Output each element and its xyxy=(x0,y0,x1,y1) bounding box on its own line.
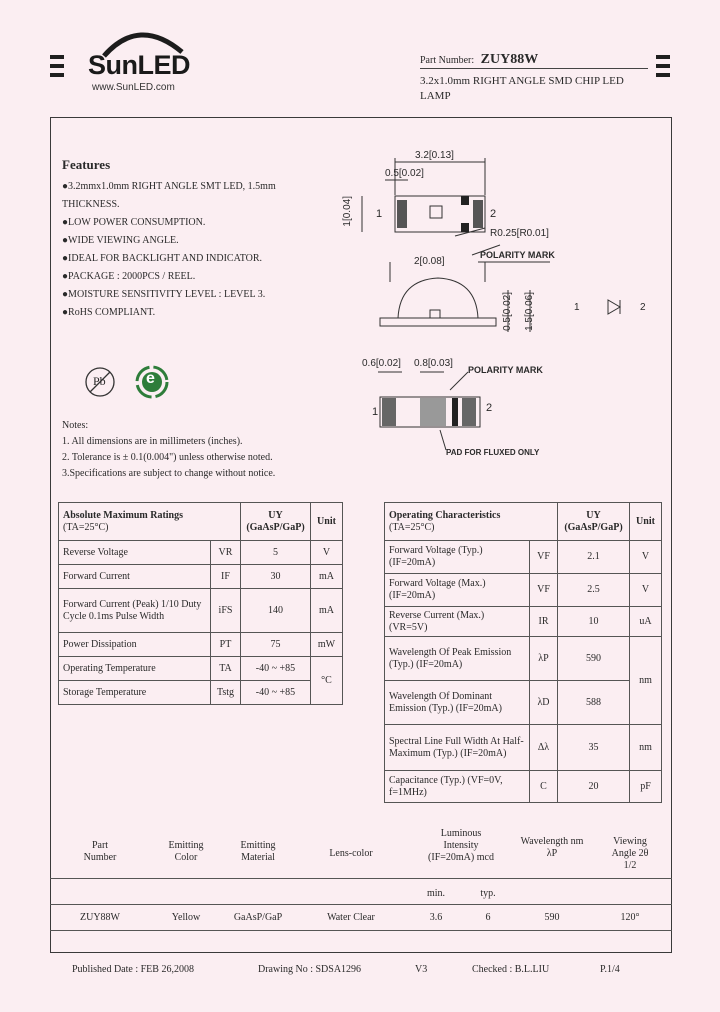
table-row: Power Dissipation PT 75 mW xyxy=(59,633,343,657)
table-row: Wavelength Of Dominant Emission (Typ.) (IF=20mA) λD 588 xyxy=(385,681,662,725)
package-drawing xyxy=(340,140,670,470)
part-number-label: Part Number: xyxy=(420,55,475,66)
col-typ: typ. xyxy=(480,888,496,899)
absolute-max-table xyxy=(58,502,343,705)
table-row: Forward Voltage (Max.) (IF=20mA) VF 2.5 V xyxy=(385,574,662,607)
pad-note: PAD FOR FLUXED ONLY xyxy=(446,448,540,457)
dim-side-1: 0.5[0.02] xyxy=(502,292,513,331)
e-compliance-badge: e xyxy=(134,364,170,400)
op-unit-header: Unit xyxy=(630,503,662,541)
abs-uy-header: UY (GaAsP/GaP) xyxy=(241,503,311,541)
notes-title: Notes: xyxy=(62,420,89,431)
table-row: Operating Temperature TA -40 ~ +85 °C xyxy=(59,657,343,681)
pb-free-badge: Pb xyxy=(84,366,116,398)
right-bars-icon xyxy=(656,55,670,82)
table-row: Forward Current (Peak) 1/10 Duty Cycle 0.1ms Pulse Width iFS 140 mA xyxy=(59,589,343,633)
dim-width: 3.2[0.13] xyxy=(415,150,454,161)
abs-table-header: Absolute Maximum Ratings (TA=25°C) xyxy=(59,503,241,541)
table-row: Forward Voltage (Typ.) (IF=20mA) VF 2.1 V xyxy=(385,541,662,574)
left-bars-icon xyxy=(50,55,64,82)
checked-by: Checked : B.L.LIU xyxy=(472,964,550,975)
dim-height: 1[0.04] xyxy=(342,196,353,227)
table-row: Wavelength Of Peak Emission (Typ.) (IF=20mA) λP 590 nm xyxy=(385,637,662,681)
drawing-number: Drawing No : SDSA1296 xyxy=(258,964,362,975)
page-number: P.1/4 xyxy=(600,964,620,975)
abs-unit-header: Unit xyxy=(311,503,343,541)
logo-text: SunLED xyxy=(88,50,190,80)
col-viewing-angle: Viewing Angle 2θ 1/2 xyxy=(611,836,649,871)
part-number: ZUY88W xyxy=(480,52,539,67)
operating-table xyxy=(384,502,662,803)
note-item: 2. Tolerance is ± 0.1(0.004") unless otherwise noted. xyxy=(62,452,273,463)
polarity-mark-label: POLARITY MARK xyxy=(480,250,555,260)
logo xyxy=(84,22,194,92)
table-row: Storage Temperature Tstg -40 ~ +85 xyxy=(59,681,343,705)
pin-1-label: 1 xyxy=(376,208,383,220)
pad-pin-2-label: 2 xyxy=(486,402,493,414)
table-row: Reverse Voltage VR 5 V xyxy=(59,541,343,565)
features-title: Features xyxy=(62,157,111,172)
website: www.SunLED.com xyxy=(92,82,175,93)
op-uy-header: UY (GaAsP/GaP) xyxy=(558,503,630,541)
col-emitting-material: Emitting Material xyxy=(240,840,276,863)
feature-item: ●PACKAGE : 2000PCS / REEL. xyxy=(62,271,196,282)
pad-pin-1-label: 1 xyxy=(372,406,379,418)
version: V3 xyxy=(415,964,428,975)
table-row: Capacitance (Typ.) (VF=0V, f=1MHz) C 20 pF xyxy=(385,771,662,803)
col-luminous: Luminous Intensity (IF=20mA) mcd xyxy=(428,828,494,863)
col-wavelength: Wavelength nm λP xyxy=(520,836,584,859)
feature-item: ●IDEAL FOR BACKLIGHT AND INDICATOR. xyxy=(62,253,263,264)
op-table-header: Operating Characteristics (TA=25°C) xyxy=(385,503,558,541)
feature-item: ●LOW POWER CONSUMPTION. xyxy=(62,217,206,228)
table-row: Spectral Line Full Width At Half-Maximum (Typ.) (IF=20mA) Δλ 35 nm xyxy=(385,725,662,771)
col-part-number: Part Number xyxy=(83,840,117,863)
notes xyxy=(62,418,362,482)
pad-dim-1: 0.6[0.02] xyxy=(362,358,401,369)
note-item: 1. All dimensions are in millimeters (inches). xyxy=(62,436,243,447)
feature-item: ●RoHS COMPLIANT. xyxy=(62,307,156,318)
col-min: min. xyxy=(426,888,446,899)
table-row: Reverse Current (Max.) (VR=5V) IR 10 uA xyxy=(385,607,662,637)
note-item: 3.Specifications are subject to change without notice. xyxy=(62,468,276,479)
dim-side-2: 1.5[0.06] xyxy=(524,292,535,331)
pad-polarity-label: POLARITY MARK xyxy=(468,365,543,375)
feature-item: ●WIDE VIEWING ANGLE. xyxy=(62,235,179,246)
dim-lens: 2[0.08] xyxy=(414,256,445,267)
col-lens-color: Lens-color xyxy=(329,848,373,859)
header-divider xyxy=(420,68,648,69)
part-number-line xyxy=(420,52,538,68)
pad-dim-2: 0.8[0.03] xyxy=(414,358,453,369)
part-description: 3.2x1.0mm RIGHT ANGLE SMD CHIP LED LAMP xyxy=(420,75,624,102)
table-row: Forward Current IF 30 mA xyxy=(59,565,343,589)
dim-lead: 0.5[0.02] xyxy=(385,168,424,179)
symbol-1-label: 1 xyxy=(574,302,580,313)
feature-item: ●3.2mmx1.0mm RIGHT ANGLE SMT LED, 1.5mm THICKNESS. xyxy=(62,181,276,210)
feature-item: ●MOISTURE SENSITIVITY LEVEL : LEVEL 3. xyxy=(62,289,266,300)
selection-divider xyxy=(50,904,672,905)
pin-2-label: 2 xyxy=(490,208,497,220)
selection-divider xyxy=(50,930,672,931)
radius-label: R0.25[R0.01] xyxy=(490,228,549,239)
col-emitting-color: Emitting Color xyxy=(168,840,204,863)
selection-divider xyxy=(50,878,672,879)
symbol-2-label: 2 xyxy=(640,302,646,313)
features-list xyxy=(62,178,312,322)
published-date: Published Date : FEB 26,2008 xyxy=(72,964,194,975)
